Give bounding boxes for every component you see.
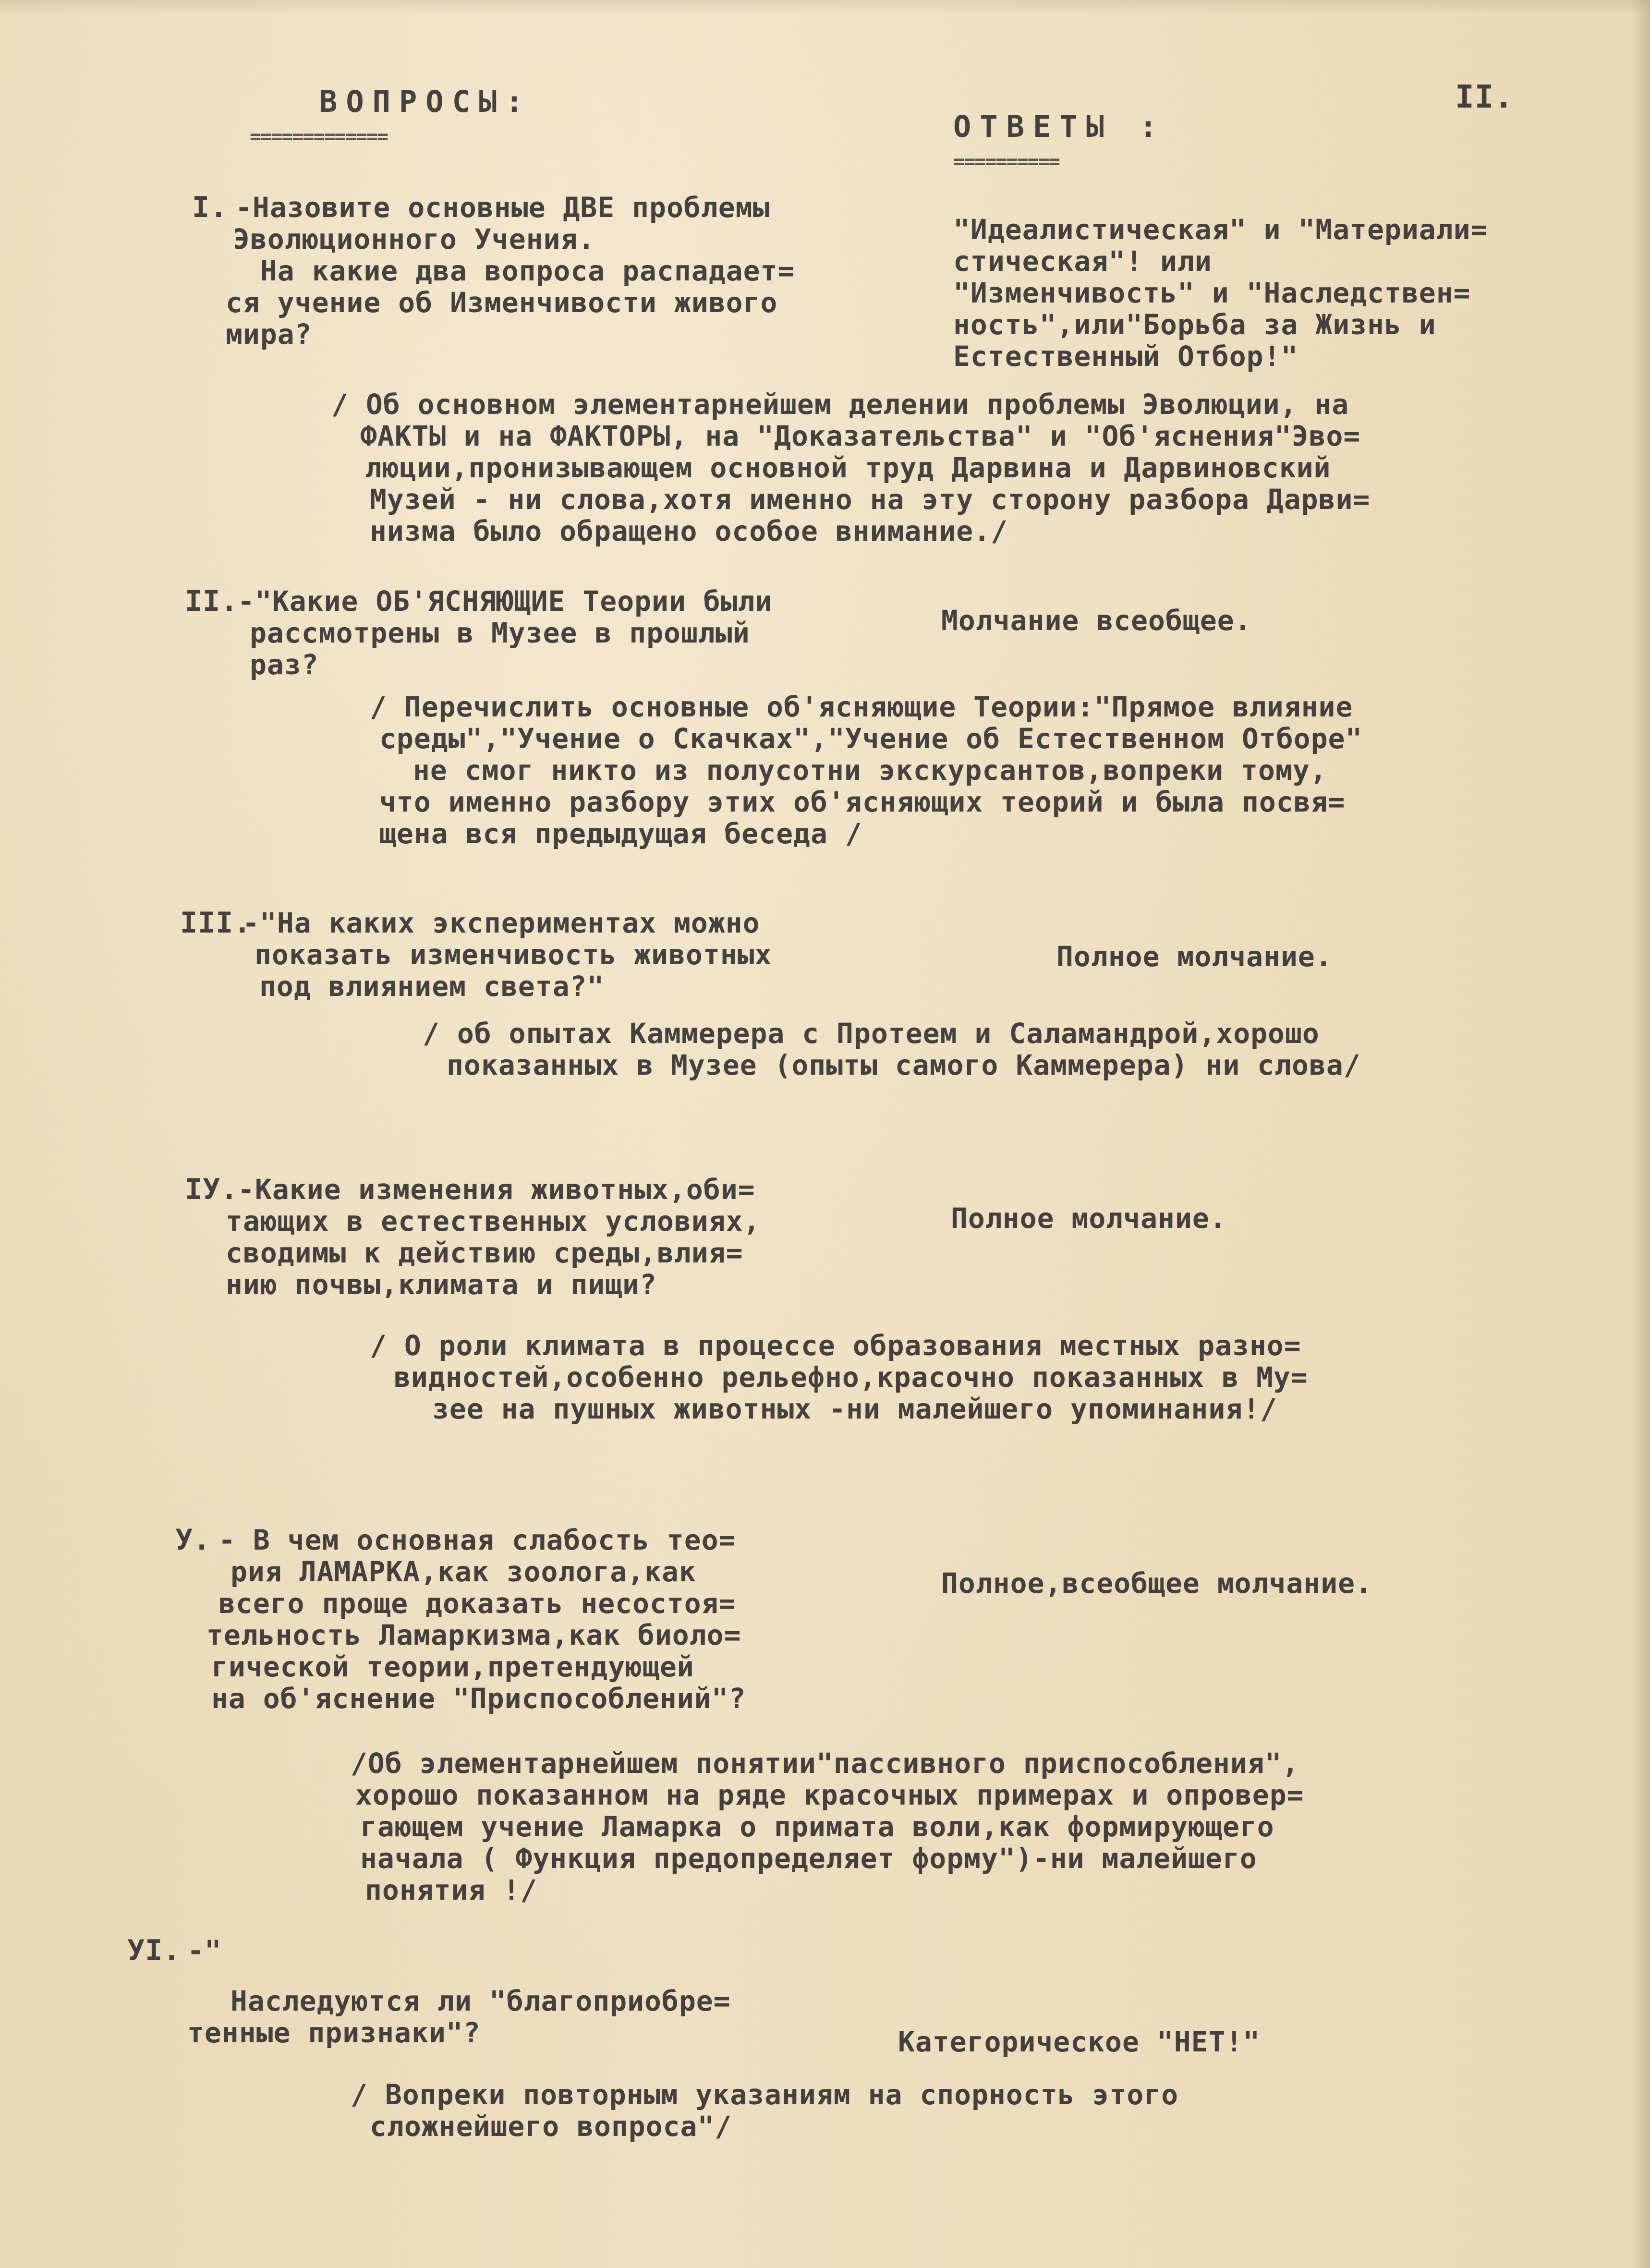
comment-1-line-5: низма было обращено особое внимание./ [370,515,1008,547]
question-4-line-3: сводимы к действию среды,влия= [226,1237,743,1269]
question-1-line-5: мира? [226,318,312,351]
paper-top-shadow [0,0,1650,14]
paper-edge-shadow [1631,0,1650,2268]
comment-2-line-5: щена вся предыдущая беседа / [379,817,862,850]
question-4-line-1: -Какие изменения животных,оби= [238,1173,755,1206]
question-5-line-1: - В чем основная слабость тео= [218,1524,736,1556]
comment-3-line-1: / об опытах Каммерера с Протеем и Саламандрой,хорошо [423,1017,1320,1050]
comment-1-line-2: ФАКТЫ и на ФАКТОРЫ, на "Доказательства" и "Об'яснения"Эво= [360,420,1361,452]
comment-4-line-1: / О роли климата в процессе образования местных разно= [370,1329,1301,1362]
answers-heading: ОТВЕТЫ : [953,109,1166,144]
comment-6-line-1: / Вопреки повторным указаниям на спорность этого [351,2078,1179,2111]
question-4-line-2: тающих в естественных условиях, [226,1205,761,1237]
comment-2-line-4: что именно разбору этих об'ясняющих теорий и была посвя= [379,786,1346,818]
comment-2-line-3: не смог никто из полусотни экскурсантов,вопреки тому, [413,754,1327,787]
page-number: II. [1455,78,1514,115]
answer-6-line-1: Категорическое "НЕТ!" [898,2025,1261,2058]
question-5-line-3: всего проще доказать несостоя= [218,1587,736,1620]
answer-4-line-1: Полное молчание. [951,1202,1227,1235]
question-5-line-5: гической теории,претендующей [211,1650,694,1683]
answer-5-line-1: Полное,всеобщее молчание. [941,1567,1372,1600]
comment-5-line-2: хорошо показанном на ряде красочных примерах и опровер= [355,1779,1304,1811]
comment-6-line-2: сложнейшего вопроса"/ [370,2110,732,2143]
question-5-line-6: на об'яснение "Приспособлений"? [211,1682,746,1715]
question-6-line-3: тенные признаки"? [187,2016,481,2049]
question-number-6: УI. [127,1934,181,1967]
question-1-line-2: Эволюционного Учения. [233,223,595,255]
question-3-line-2: показать изменчивость животных [255,938,772,971]
question-6-line-2: Наследуются ли "благоприобре= [231,1985,731,2017]
answer-1-line-2: стическая"! или [953,245,1212,278]
questions-underline: ============= [250,126,388,148]
question-2-line-1: -"Какие ОБ'ЯСНЯЮЩИЕ Теории были [238,585,773,618]
answer-1-line-4: ность",или"Борьба за Жизнь и [953,308,1436,341]
question-5-line-2: рия ЛАМАРКА,как зоолога,как [231,1555,696,1588]
question-5-line-4: тельность Ламаркизма,как биоло= [206,1619,741,1651]
question-3-line-3: под влиянием света?" [259,970,605,1003]
question-1-line-1: -Назовите основные ДВЕ проблемы [235,191,770,224]
question-4-line-4: нию почвы,климата и пищи? [226,1268,657,1301]
question-6-line-1: -" [187,1934,222,1967]
comment-1-line-1: / Об основном элементарнейшем делении проблемы Эволюции, на [331,388,1349,421]
question-number-5: У. [175,1523,211,1557]
comment-5-line-4: начала ( Функция предопределяет форму")-ни малейшего [360,1842,1257,1875]
question-number-1: I. [192,191,228,224]
questions-heading: ВОПРОСЫ: [319,84,532,119]
comment-5-line-3: гающем учение Ламарка о примата воли,как формирующего [360,1810,1274,1843]
question-number-2: II. [185,584,239,618]
comment-4-line-3: зее на пушных животных -ни малейшего упоминания!/ [432,1393,1278,1425]
question-number-3: III. [180,906,252,940]
answer-1-line-1: "Идеалистическая" и "Материали= [953,213,1488,246]
comment-4-line-2: видностей,особенно рельефно,красочно показанных в Му= [394,1361,1308,1394]
comment-5-line-1: /Об элементарнейшем понятии"пассивного приспособления", [351,1747,1299,1780]
comment-5-line-5: понятия !/ [365,1874,538,1906]
question-1-line-3: На какие два вопроса распадает= [226,255,795,287]
answer-1-line-3: "Изменчивость" и "Наследствен= [953,277,1471,309]
answer-1-line-5: Естественный Отбор!" [953,340,1298,373]
comment-2-line-2: среды","Учение о Скачках","Учение об Естественном Отборе" [379,722,1363,755]
answer-3-line-1: Полное молчание. [1056,940,1333,973]
question-2-line-3: раз? [250,648,319,681]
comment-1-line-4: Музей - ни слова,хотя именно на эту сторону разбора Дарви= [370,483,1371,516]
comment-2-line-1: / Перечислить основные об'ясняющие Теории:"Прямое влияние [370,691,1353,723]
comment-3-line-2: показанных в Музее (опыты самого Каммерера) ни слова/ [447,1049,1361,1081]
comment-1-line-3: люции,пронизывающем основной труд Дарвина и Дарвиновский [365,451,1331,484]
question-3-line-1: -"На каких экспериментах можно [243,907,760,939]
answers-underline: ========== [953,151,1059,173]
question-number-4: IУ. [185,1173,239,1206]
question-1-line-4: ся учение об Изменчивости живого [226,286,778,319]
question-2-line-2: рассмотрены в Музее в прошлый [250,617,750,649]
answer-2-line-1: Молчание всеобщее. [941,604,1252,637]
